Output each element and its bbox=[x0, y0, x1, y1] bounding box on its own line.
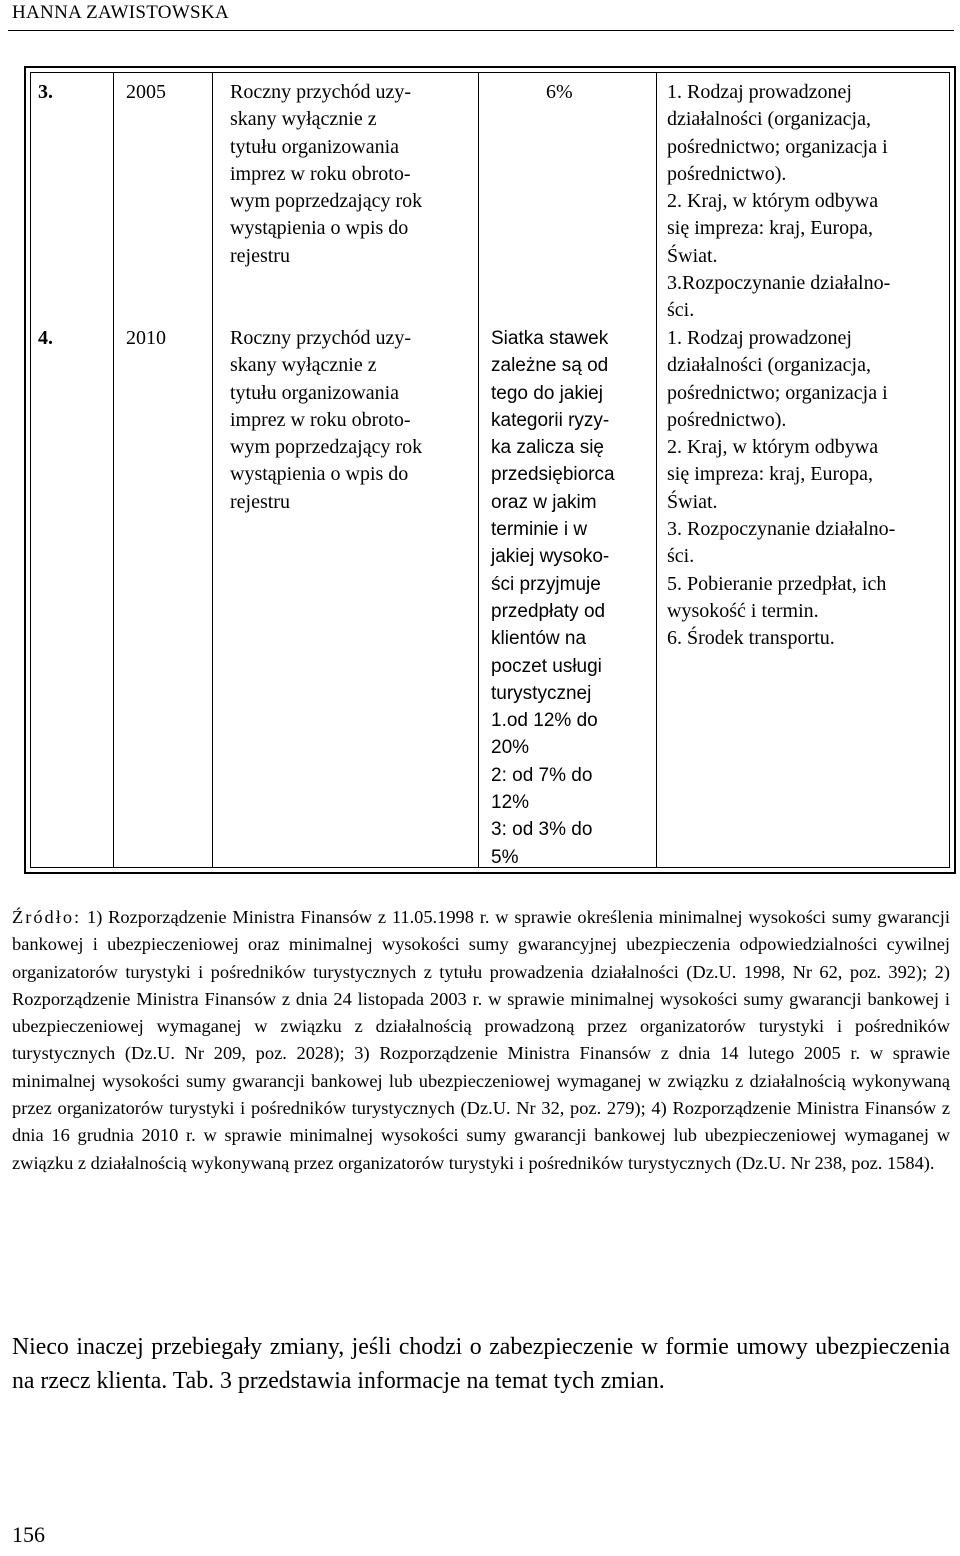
rate-line: przedpłaty od bbox=[491, 600, 606, 622]
column-divider bbox=[478, 72, 479, 868]
criterion-line: rejestru bbox=[230, 244, 290, 267]
factors-line: pośrednictwo; organizacja i bbox=[667, 381, 888, 404]
rate-line: turystycznej bbox=[491, 682, 592, 704]
source-label: Źródło: bbox=[12, 907, 82, 927]
criterion-line: wym poprzedzający rok bbox=[230, 190, 423, 213]
row-year: 2010 bbox=[126, 327, 166, 349]
factors-line: wysokość i termin. bbox=[667, 599, 819, 622]
criterion-line: wym poprzedzający rok bbox=[230, 436, 423, 459]
criterion-line: skany wyłącznie z bbox=[230, 108, 377, 131]
column-divider bbox=[113, 72, 114, 868]
criterion-line: Roczny przychód uzy- bbox=[230, 327, 412, 349]
rate-line: przedsiębiorca bbox=[491, 464, 615, 486]
rate-line: klientów na bbox=[491, 628, 587, 650]
running-header: HANNA ZAWISTOWSKA bbox=[12, 2, 229, 23]
factors-line: 5. Pobieranie przedpłat, ich bbox=[667, 572, 887, 595]
row-factors bbox=[667, 325, 952, 653]
factors-line: 6. Środek transportu. bbox=[667, 627, 835, 650]
row-criterion bbox=[230, 79, 470, 270]
rate-line: Siatka stawek bbox=[491, 328, 609, 349]
factors-line: się impreza: kraj, Europa, bbox=[667, 463, 874, 486]
rate-line: jakiej wysoko- bbox=[491, 546, 610, 568]
criterion-line: wystąpienia o wpis do bbox=[230, 463, 409, 486]
factors-line: działalności (organizacja, bbox=[667, 354, 871, 377]
factors-line: 2. Kraj, w którym odbywa bbox=[667, 436, 879, 459]
factors-line: się impreza: kraj, Europa, bbox=[667, 217, 874, 240]
factors-line: Świat. bbox=[667, 490, 718, 513]
factors-line: 2. Kraj, w którym odbywa bbox=[667, 190, 879, 213]
row-rate: 6% bbox=[546, 81, 573, 103]
header-rule bbox=[8, 30, 954, 31]
row-year: 2005 bbox=[126, 81, 166, 103]
criterion-line: imprez w roku obroto- bbox=[230, 162, 411, 185]
rate-line: kategorii ryzy- bbox=[491, 409, 610, 431]
body-paragraph: Nieco inaczej przebiegały zmiany, jeśli chodzi o zabezpieczenie w formie umowy ubezpieczenia na rzecz klienta. Tab. 3 przedstawia informacje na temat tych zmian. bbox=[12, 1334, 950, 1394]
factors-line: działalności (organizacja, bbox=[667, 108, 871, 131]
row-number: 3. bbox=[38, 81, 53, 103]
rate-line: tego do jakiej bbox=[491, 382, 603, 404]
criterion-line: skany wyłącznie z bbox=[230, 354, 377, 377]
page-number: 156 bbox=[12, 1522, 45, 1547]
factors-line: 3.Rozpoczynanie działalno- bbox=[667, 272, 891, 295]
factors-line: pośrednictwo). bbox=[667, 408, 787, 431]
rate-line: ści przyjmuje bbox=[491, 573, 601, 595]
rate-line: oraz w jakim bbox=[491, 491, 597, 513]
source-text: 1) Rozporządzenie Ministra Finansów z 11.05.1998 r. w sprawie określenia minimalnej wysokości sumy gwarancji bankowej i ubezpieczeniowej oraz minimalnej wysokości sumy gwarancyjnej ubezpieczenia odpowiedzialności cywilnej organizatorów turystyki i pośredników turystycznych z tytułu prowadzenia działalności (Dz.U. 1998, Nr 62, poz. 392); 2) Rozporządzenie Ministra Finansów z dnia 24 listopada 2003 r. w sprawie minimalnej wysokości sumy gwarancji bankowej i ubezpieczeniowej wymaganej w związku z działalnością prowadzoną przez organizatorów turystyki i pośredników turystycznych (Dz.U. Nr 209, poz. 2028); 3) Rozporządzenie Ministra Finansów z dnia 14 lutego 2005 r. w sprawie minimalnej wysokości sumy gwarancji bankowej lub ubezpieczeniowej wymaganej w związku z działalnością wykonywaną przez organizatorów turystyki i pośredników turystycznych (Dz.U. Nr 32, poz. 279); 4) Rozporządzenie Ministra Finansów z dnia 16 grudnia 2010 r. w sprawie minimalnej wysokości sumy gwarancji bankowej lub ubezpieczeniowej wymaganej w związku z działalnością wykonywaną przez organizatorów turystyki i pośredników turystycznych (Dz.U. Nr 238, poz. 1584). bbox=[12, 907, 950, 1173]
criterion-line: imprez w roku obroto- bbox=[230, 408, 411, 431]
criterion-line: rejestru bbox=[230, 490, 290, 513]
rate-line: 3: od 3% do bbox=[491, 819, 593, 841]
row-number: 4. bbox=[38, 327, 53, 349]
rate-line: poczet usługi bbox=[491, 655, 602, 677]
rate-line: 20% bbox=[491, 737, 530, 759]
criterion-line: wystąpienia o wpis do bbox=[230, 217, 409, 240]
factors-line: ści. bbox=[667, 299, 695, 322]
criterion-line: tytułu organizowania bbox=[230, 381, 400, 404]
row-factors bbox=[667, 79, 952, 325]
criterion-line: tytułu organizowania bbox=[230, 135, 400, 158]
rate-line: 1.od 12% do bbox=[491, 710, 598, 732]
factors-line: 1. Rodzaj prowadzonej bbox=[667, 81, 852, 103]
factors-line: pośrednictwo). bbox=[667, 162, 787, 185]
rate-line: 2: od 7% do bbox=[491, 764, 593, 786]
factors-line: pośrednictwo; organizacja i bbox=[667, 135, 888, 158]
column-divider bbox=[212, 72, 213, 868]
rate-line: terminie i w bbox=[491, 519, 588, 541]
row-rate bbox=[491, 325, 651, 871]
factors-line: ści. bbox=[667, 545, 695, 568]
rate-line: zależne są od bbox=[491, 355, 609, 377]
column-divider bbox=[656, 72, 657, 868]
factors-line: 3. Rozpoczynanie działalno- bbox=[667, 518, 896, 541]
criterion-line: Roczny przychód uzy- bbox=[230, 81, 412, 103]
rate-line: ka zalicza się bbox=[491, 437, 604, 459]
rate-line: 5% bbox=[491, 846, 519, 868]
factors-line: Świat. bbox=[667, 244, 718, 267]
factors-line: 1. Rodzaj prowadzonej bbox=[667, 327, 852, 349]
source-note bbox=[12, 904, 950, 1177]
rate-line: 12% bbox=[491, 792, 530, 814]
row-criterion bbox=[230, 325, 470, 516]
